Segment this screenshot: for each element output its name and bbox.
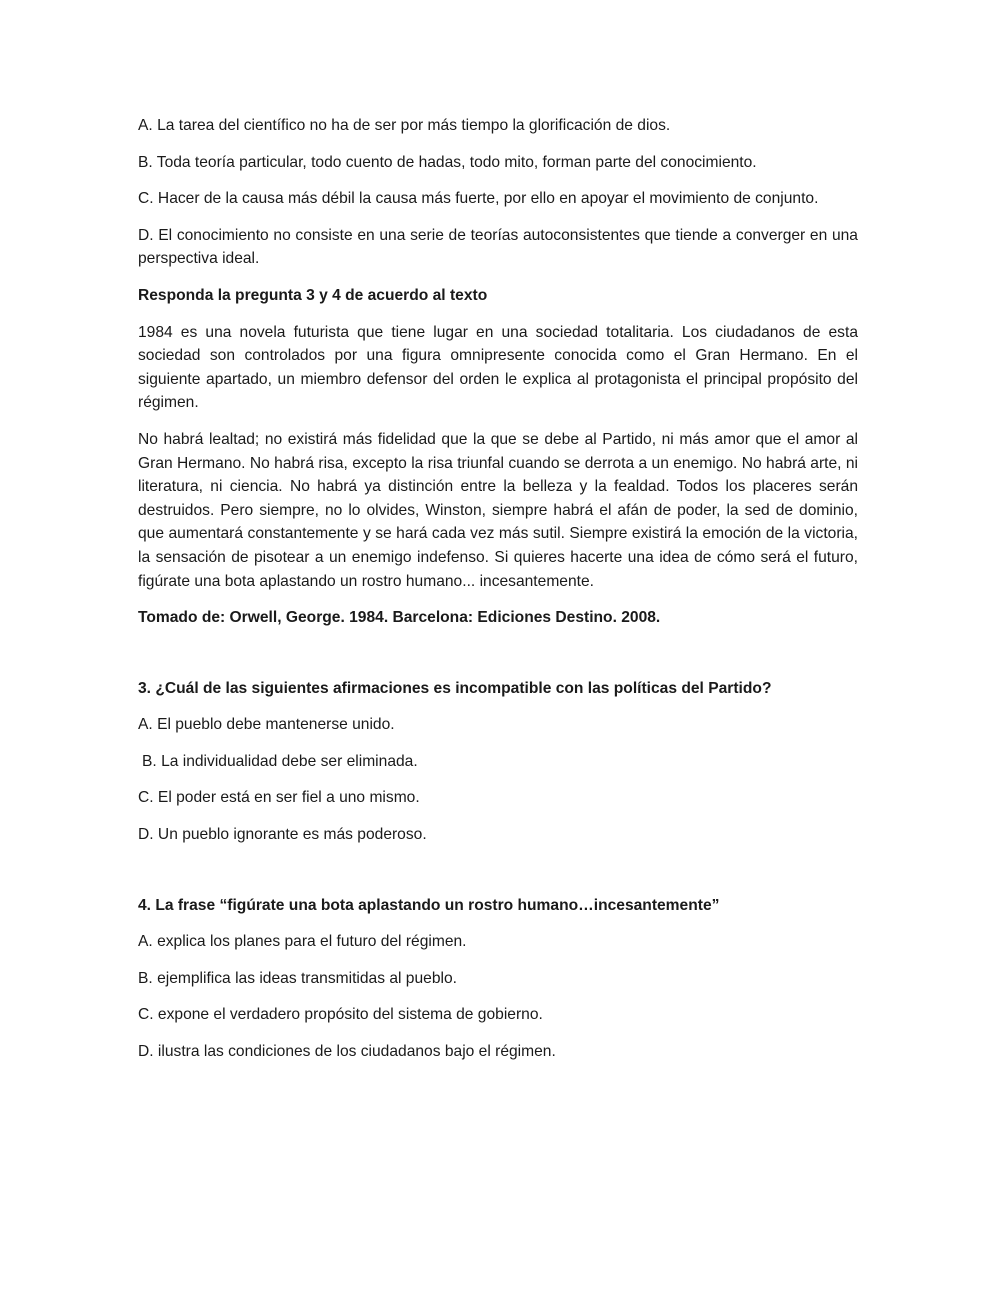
question-4-option-c: C. expone el verdadero propósito del sistema de gobierno. [138,1006,543,1024]
question-3-option-c: C. El poder está en ser fiel a uno mismo. [138,789,420,807]
question-4-option-d: D. ilustra las condiciones de los ciudadanos bajo el régimen. [138,1043,556,1061]
prev-option-a: A. La tarea del científico no ha de ser por más tiempo la glorificación de dios. [138,117,671,134]
question-4-option-a: A. explica los planes para el futuro del régimen. [138,933,467,951]
question-4-option-b: B. ejemplifica las ideas transmitidas al pueblo. [138,969,457,987]
question-3-option-a: A. El pueblo debe mantenerse unido. [138,716,395,734]
question-3-option-b: B. La individualidad debe ser eliminada. [142,752,418,770]
question-3-prompt: 3. ¿Cuál de las siguientes afirmaciones es incompatible con las políticas del Partido? [138,679,772,697]
citation: Tomado de: Orwell, George. 1984. Barcelona: Ediciones Destino. 2008. [138,609,661,627]
question-4-prompt: 4. La frase “figúrate una bota aplastando un rostro humano…incesantemente” [138,896,720,914]
document-page [138,114,858,1077]
spacer [138,860,858,894]
question-3-option-d: D. Un pueblo ignorante es más poderoso. [138,826,427,844]
quote-paragraph: No habrá lealtad; no existirá más fidelidad que la que se debe al Partido, ni más amor que el amor al Gran Hermano. No habrá risa, excepto la risa triunfal cuando se derrota a un enemigo. No habrá arte, ni literatura, ni ciencia. No habrá ya distinción entre la belleza y la fealdad. Todos los placeres serán destruidos. Pero siempre, no lo olvides, Winston, siempre habrá el afán de poder, la sed de dominio, que aumentará constantemente y se hará cada vez más sutil. Siempre existirá la emoción de la victoria, la sensación de pisotear a un enemigo indefenso. Si quieres hacerte una idea de cómo será el futuro, figúrate una bota aplastando un rostro humano... incesantemente. [138,430,858,590]
intro-paragraph: 1984 es una novela futurista que tiene lugar en una sociedad totalitaria. Los ciudadanos de esta sociedad son controlados por una figura omnipresente conocida como el Gran Hermano. En el siguiente apartado, un miembro defensor del orden le explica al protagonista el principal propósito del régimen. [138,323,858,412]
prev-option-d: D. El conocimiento no consiste en una serie de teorías autoconsistentes que tiende a converger en una perspectiva ideal. [138,226,858,268]
prev-option-c: C. Hacer de la causa más débil la causa más fuerte, por ello en apoyar el movimiento de conjunto. [138,190,819,208]
section-heading: Responda la pregunta 3 y 4 de acuerdo al texto [138,286,488,304]
prev-option-b: B. Toda teoría particular, todo cuento de hadas, todo mito, forman parte del conocimiento. [138,153,757,171]
spacer [138,643,858,677]
